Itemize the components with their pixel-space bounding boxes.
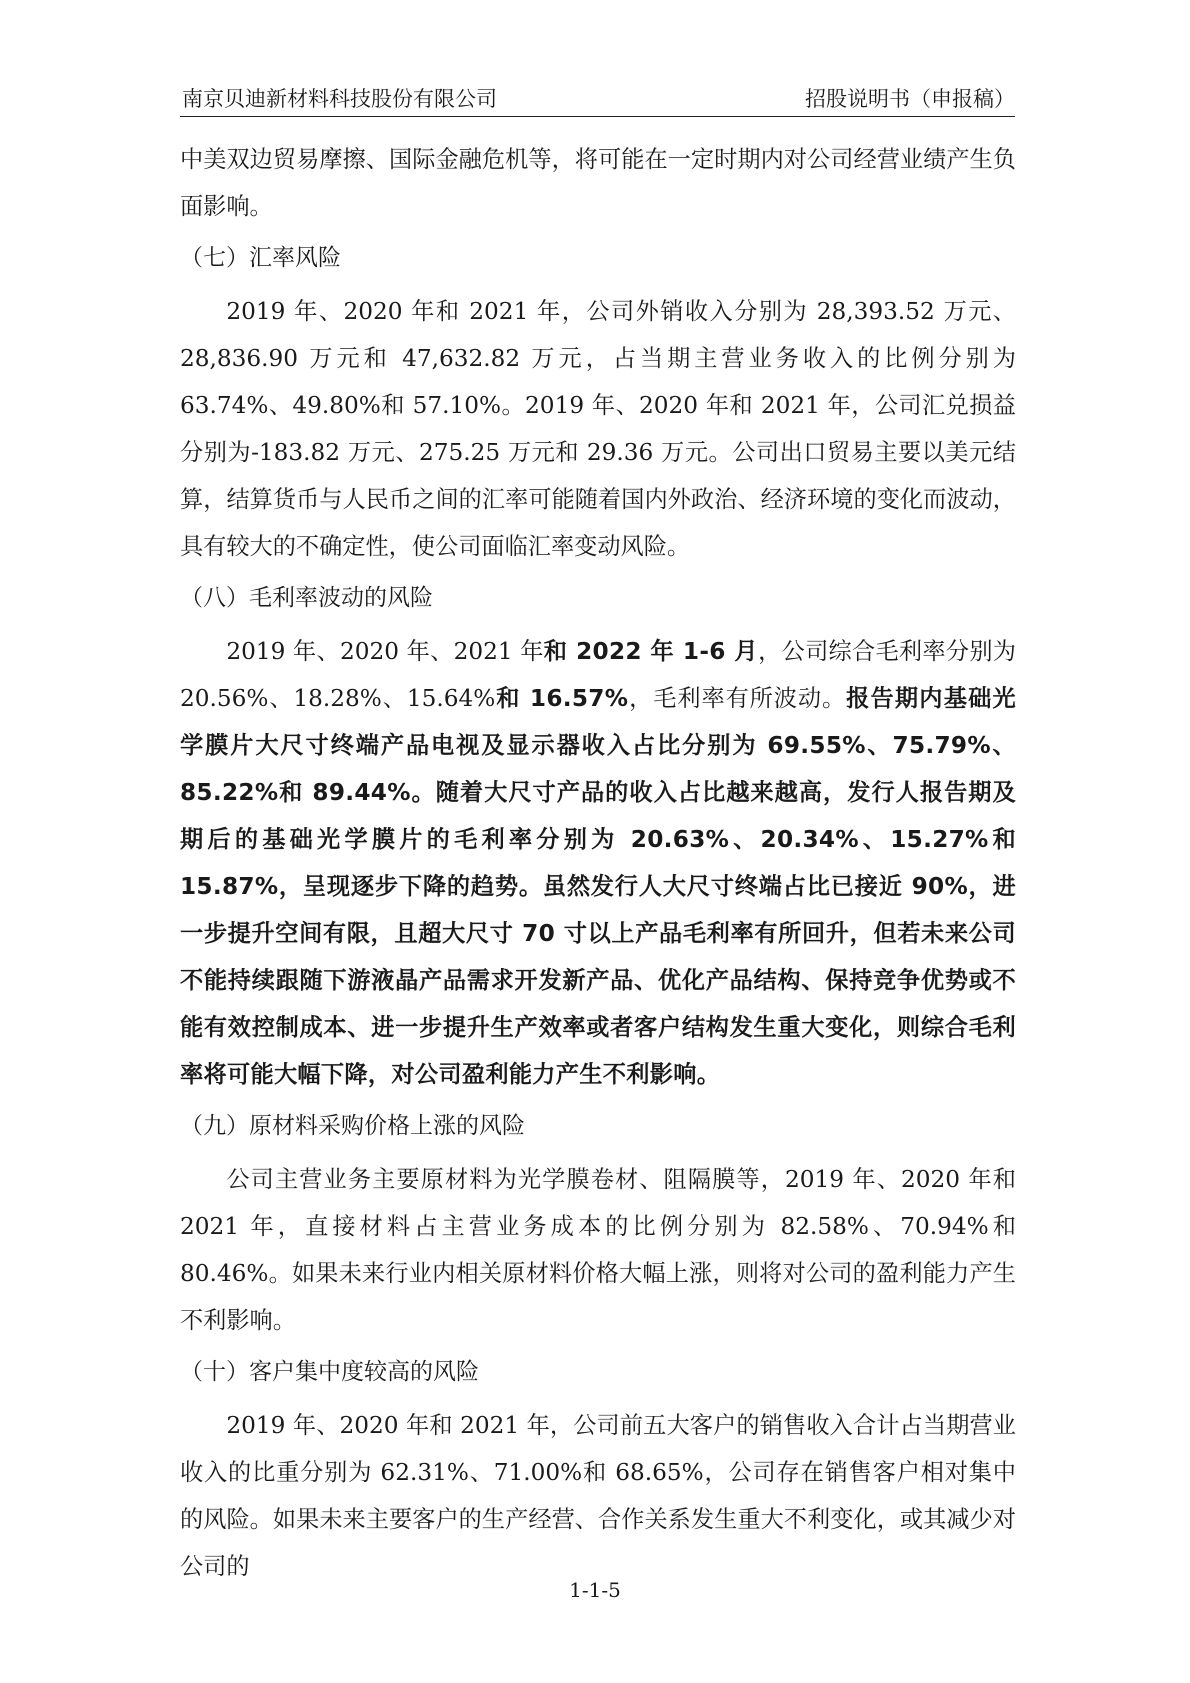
header-document-title: 招股说明书（申报稿） [805,87,1015,111]
section-heading-customer-concentration: （十）客户集中度较高的风险 [180,1359,479,1385]
paragraph-customer-concentration: 2019 年、2020 年和 2021 年，公司前五大客户的销售收入合计占当期营业收入的比重分别为 62.31%、71.00%和 68.65%，公司存在销售客户相对集中的风险。如果未来主要客户的生产经营、合作关系发生重大不利变化，或其减少对公司的 [180,1412,1016,1580]
gross-margin-bold-analysis: 报告期内基础光学膜片大尺寸终端产品电视及显示器收入占比分别为 69.55%、75.79%、85.22%和 89.44%。随着大尺寸产品的收入占比越来越高，发行人报告期及期后的基础光学膜片的毛利率分别为 20.63%、20.34%、15.27%和 15.87%，呈现逐步下降的趋势。虽然发行人大尺寸终端占比已接近 90%，进一步提升空间有限，且超大尺寸 70 寸以上产品毛利率有所回升，但若未来公司不能持续跟随下游液晶产品需求开发新产品、优化产品结构、保持竞争优势或不能有效控制成本、进一步提升生产效率或者客户结构发生重大变化，则综合毛利率将可能大幅下降，对公司盈利能力产生不利影响。 [180,685,1016,1088]
page-content [180,136,1016,1590]
continued-paragraph: 中美双边贸易摩擦、国际金融危机等，将可能在一定时期内对公司经营业绩产生负面影响。 [180,146,1016,220]
paragraph-gross-margin [180,628,1016,1098]
page-header [180,84,1015,117]
section-heading-raw-material: （九）原材料采购价格上涨的风险 [180,1113,525,1139]
gross-margin-text-2: ，公司综合毛利率分别为 20.56%、18.28%、15.64% [180,638,1016,712]
paragraph-raw-material: 公司主营业务主要原材料为光学膜卷材、阻隔膜等，2019 年、2020 年和 2021 年，直接材料占主营业务成本的比例分别为 82.58%、70.94%和 80.46%。如果未来行业内相关原材料价格大幅上涨，则将对公司的盈利能力产生不利影响。 [180,1166,1016,1334]
gross-margin-bold-period: 和 2022 年 1-6 月 [543,638,759,665]
section-heading-gross-margin: （八）毛利率波动的风险 [180,585,433,611]
paragraph-exchange-rate: 2019 年、2020 年和 2021 年，公司外销收入分别为 28,393.52 万元、28,836.90 万元和 47,632.82 万元，占当期主营业务收入的比例分别为 63.74%、49.80%和 57.10%。2019 年、2020 年和 2021 年，公司汇兑损益分别为-183.82 万元、275.25 万元和 29.36 万元。公司出口贸易主要以美元结算，结算货币与人民币之间的汇率可能随着国内外政治、经济环境的变化而波动，具有较大的不确定性，使公司面临汇率变动风险。 [180,298,1016,560]
gross-margin-bold-value: 和 16.57% [495,685,629,712]
gross-margin-text-1: 2019 年、2020 年、2021 年 [226,638,544,665]
gross-margin-text-3: ，毛利率有所波动。 [628,685,847,712]
page-number: 1-1-5 [569,1578,621,1602]
header-company-name: 南京贝迪新材料科技股份有限公司 [182,87,497,111]
section-heading-exchange-rate: （七）汇率风险 [180,245,341,271]
